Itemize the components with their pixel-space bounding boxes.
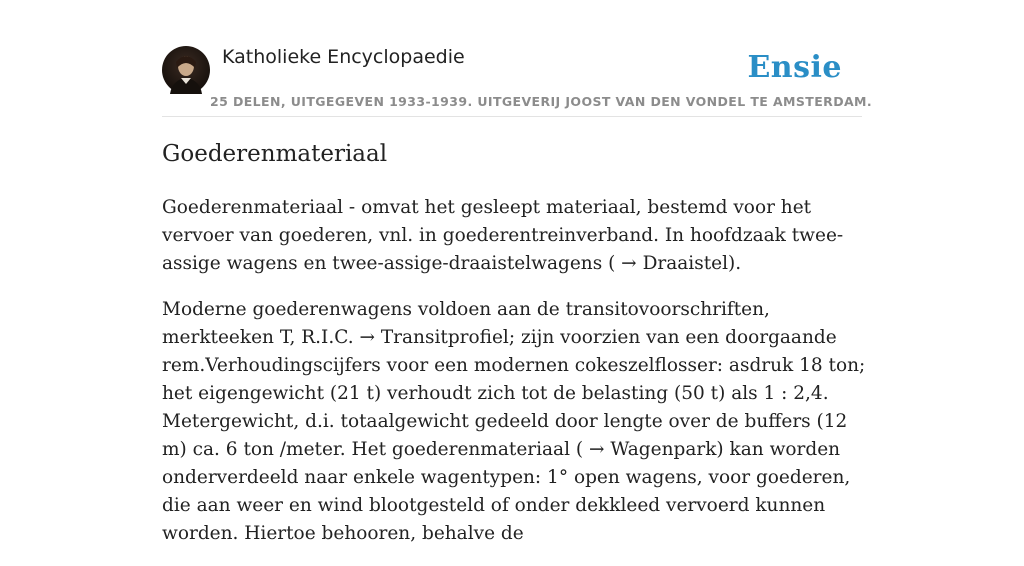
article-paragraph: Moderne goederenwagens voldoen aan de transitovoorschriften, merkteeken T, R.I.C. → Transitprofiel; zijn voorzien van een doorgaande rem.Verhoudingscijfers voor een modernen cokeszelflosser: asdruk 18 ton; het eigengewicht (21 t) verhoudt zich tot de belasting (50 t) als 1 : 2,4. Metergewicht, d.i. totaalgewicht gedeeld door lengte over de buffers (12 m) ca. 6 ton /meter. Het goederenmateriaal ( → Wagenpark) kan worden onderverdeeld naar enkele wagentypen: 1° open wagens, voor goederen, die aan weer en wind blootgesteld of onder dekkleed vervoerd kunnen worden. Hiertoe behooren, behalve de xyxy=(162,299,866,544)
article xyxy=(162,138,867,566)
article-paragraph: Goederenmateriaal - omvat het gesleept materiaal, bestemd voor het vervoer van goederen, vnl. in goederentreinverband. In hoofdzaak twee-assige wagens en twee-assige-draaistelwagens ( → Draaistel). xyxy=(162,197,844,274)
portrait-avatar[interactable] xyxy=(162,46,210,94)
header xyxy=(162,46,873,117)
source-subtitle: 25 DELEN, UITGEGEVEN 1933-1939. UITGEVERIJ JOOST VAN DEN VONDEL TE AMSTERDAM. xyxy=(210,94,873,109)
source-title[interactable]: Katholieke Encyclopaedie xyxy=(222,46,465,68)
brand-logo[interactable]: Ensie xyxy=(747,50,842,85)
article-title: Goederenmateriaal xyxy=(162,141,388,167)
